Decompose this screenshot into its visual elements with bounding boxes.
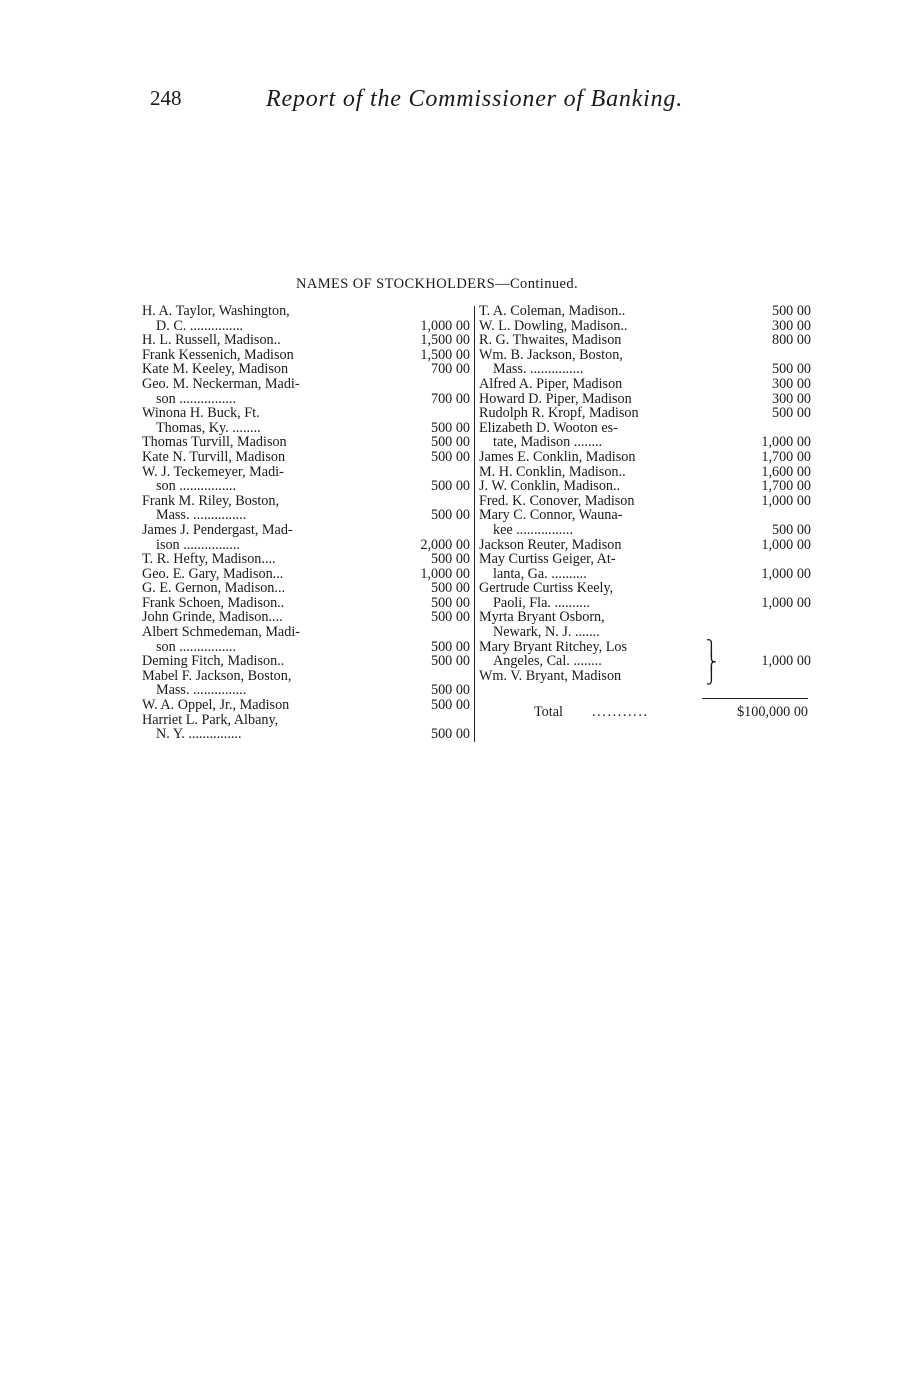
section-title: NAMES OF STOCKHOLDERS—Continued. xyxy=(296,276,579,292)
stockholder-name: Fred. K. Conover, Madison xyxy=(479,492,635,509)
stockholder-entry xyxy=(479,538,817,553)
stockholder-entry xyxy=(479,319,817,334)
stockholder-name: R. G. Thwaites, Madison xyxy=(479,332,622,349)
stockholder-name: Kate M. Keeley, Madison xyxy=(142,361,289,378)
running-title: Report of the Commissioner of Banking. xyxy=(266,86,684,112)
stockholder-entry xyxy=(479,348,817,377)
total-rule xyxy=(702,698,808,699)
stockholder-name: Frank M. Riley, Boston, xyxy=(142,492,280,509)
stockholder-entry xyxy=(479,304,817,319)
share-amount: 500 00 xyxy=(771,405,811,422)
share-amount: 1,600 00 xyxy=(761,463,811,480)
stockholder-name: Howard D. Piper, Madison xyxy=(479,390,632,407)
stockholder-name-continued: kee ................ xyxy=(493,521,573,538)
share-amount: 1,500 00 xyxy=(420,332,470,349)
stockholder-entry xyxy=(479,479,817,494)
share-amount: 1,000 00 xyxy=(761,492,811,509)
share-amount: 1,000 00 xyxy=(761,594,811,611)
stockholder-name: Harriet L. Park, Albany, xyxy=(142,711,279,728)
stockholder-entry xyxy=(142,698,472,713)
stockholder-name-continued: lanta, Ga. .......... xyxy=(493,565,587,582)
stockholder-name: Albert Schmedeman, Madi- xyxy=(142,624,300,641)
stockholder-entry xyxy=(479,581,817,610)
share-amount: 800 00 xyxy=(771,332,811,349)
stockholder-name: Deming Fitch, Madison.. xyxy=(142,653,285,670)
stockholder-name: Mabel F. Jackson, Boston, xyxy=(142,667,292,684)
stockholder-name-continued: son ................ xyxy=(156,638,237,655)
share-amount: 500 00 xyxy=(430,682,470,699)
stockholder-name-continued: ison ................ xyxy=(156,536,240,553)
stockholder-entry xyxy=(142,596,472,611)
stockholder-name-continued: Mass. ............... xyxy=(493,361,584,378)
share-amount: 500 00 xyxy=(430,594,470,611)
stockholder-name: Angeles, Cal. ........ xyxy=(493,653,602,670)
running-head xyxy=(150,86,710,116)
stockholder-name-continued: Paoli, Fla. .......... xyxy=(493,594,590,611)
stockholder-name: Mary Bryant Ritchey, Los xyxy=(479,638,628,655)
stockholder-name: Geo. E. Gary, Madison... xyxy=(142,565,284,582)
share-amount: 1,000 00 xyxy=(420,317,470,334)
stockholder-name: Elizabeth D. Wooton es- xyxy=(479,419,618,436)
share-amount: 1,000 00 xyxy=(761,652,811,669)
share-amount: 1,000 00 xyxy=(420,565,470,582)
stockholder-name: Wm. B. Jackson, Boston, xyxy=(479,346,623,363)
stockholder-name: Winona H. Buck, Ft. xyxy=(142,405,260,422)
stockholder-name-continued: tate, Madison ........ xyxy=(493,434,603,451)
stockholder-entry xyxy=(142,713,472,742)
share-amount: 500 00 xyxy=(771,303,811,319)
share-amount: 500 00 xyxy=(771,521,811,538)
share-amount: 1,700 00 xyxy=(761,448,811,465)
stockholder-name: James J. Pendergast, Mad- xyxy=(142,521,293,538)
stockholder-entry xyxy=(142,669,472,698)
share-amount: 1,000 00 xyxy=(761,565,811,582)
stockholder-name: Frank Schoen, Madison.. xyxy=(142,594,285,611)
share-amount: 500 00 xyxy=(430,507,470,524)
stockholder-name-continued: Thomas, Ky. ........ xyxy=(156,419,261,436)
stockholder-name-continued: Mass. ............... xyxy=(156,682,247,699)
stockholder-name: John Grinde, Madison.... xyxy=(142,609,283,626)
share-amount: 500 00 xyxy=(430,726,470,743)
stockholder-name: Jackson Reuter, Madison xyxy=(479,536,622,553)
stockholder-entry xyxy=(479,333,817,348)
stockholder-name: Myrta Bryant Osborn, xyxy=(479,609,605,626)
stockholder-name: Mary C. Connor, Wauna- xyxy=(479,507,623,524)
stockholder-name: James E. Conklin, Madison xyxy=(479,448,636,465)
share-amount: 500 00 xyxy=(430,697,470,714)
share-amount: 300 00 xyxy=(771,317,811,334)
share-amount: 500 00 xyxy=(771,361,811,378)
total-dots: ........... xyxy=(592,704,649,720)
stockholder-entry xyxy=(479,406,817,421)
share-amount: 2,000 00 xyxy=(420,536,470,553)
share-amount: 500 00 xyxy=(430,551,470,568)
share-amount: 500 00 xyxy=(430,638,470,655)
share-amount: 500 00 xyxy=(430,448,470,465)
stockholder-entry xyxy=(479,508,817,537)
stockholder-entry xyxy=(479,610,817,639)
share-amount: 1,000 00 xyxy=(761,434,811,451)
share-amount: 300 00 xyxy=(771,375,811,392)
stockholder-name: May Curtiss Geiger, At- xyxy=(479,551,616,568)
stockholder-entry xyxy=(479,465,817,480)
stockholder-name-continued: Mass. ............... xyxy=(156,507,247,524)
stockholder-name-continued: Newark, N. J. ....... xyxy=(493,624,600,641)
stockholder-name: Rudolph R. Kropf, Madison xyxy=(479,405,639,422)
stockholder-entry xyxy=(479,494,817,509)
total-amount: $100,000 00 xyxy=(737,704,808,720)
stockholder-entry xyxy=(142,435,472,450)
total-row xyxy=(534,704,808,719)
stockholder-entry xyxy=(142,625,472,654)
share-amount: 500 00 xyxy=(430,609,470,626)
share-amount: 500 00 xyxy=(430,419,470,436)
total-label: Total xyxy=(534,704,563,720)
stockholder-entry xyxy=(142,567,472,582)
stockholder-name: Geo. M. Neckerman, Madi- xyxy=(142,375,300,392)
stockholder-entry xyxy=(142,406,472,435)
stockholder-name-continued: son ................ xyxy=(156,478,237,495)
stockholder-entry xyxy=(142,304,472,333)
share-amount: 700 00 xyxy=(430,390,470,407)
stockholder-name: H. L. Russell, Madison.. xyxy=(142,332,281,349)
stockholder-name: Kate N. Turvill, Madison xyxy=(142,448,286,465)
stockholder-entry xyxy=(479,450,817,465)
stockholder-name: W. L. Dowling, Madison.. xyxy=(479,317,628,334)
stockholder-name: Thomas Turvill, Madison xyxy=(142,434,287,451)
stockholder-entry xyxy=(142,362,472,377)
stockholder-entry xyxy=(142,552,472,567)
stockholder-entry xyxy=(142,333,472,348)
stockholder-entry xyxy=(142,465,472,494)
stockholder-name: Frank Kessenich, Madison xyxy=(142,346,294,363)
stockholder-name: Gertrude Curtiss Keely, xyxy=(479,580,614,597)
stockholder-name: T. R. Hefty, Madison.... xyxy=(142,551,276,568)
stockholder-entry xyxy=(479,377,817,392)
left-column xyxy=(142,304,472,742)
stockholder-name: J. W. Conklin, Madison.. xyxy=(479,478,621,495)
stockholder-entry xyxy=(142,377,472,406)
stockholder-entry xyxy=(142,494,472,523)
stockholder-name: Alfred A. Piper, Madison xyxy=(479,375,623,392)
share-amount: 1,500 00 xyxy=(420,346,470,363)
stockholder-name: W. A. Oppel, Jr., Madison xyxy=(142,697,290,714)
stockholder-name: T. A. Coleman, Madison.. xyxy=(479,303,626,319)
share-amount: 500 00 xyxy=(430,653,470,670)
share-amount: 500 00 xyxy=(430,478,470,495)
page-number: 248 xyxy=(150,86,182,110)
share-amount: 1,700 00 xyxy=(761,478,811,495)
stockholder-entry xyxy=(142,581,472,596)
stockholder-entry xyxy=(479,392,817,407)
stockholder-entry xyxy=(142,610,472,625)
stockholder-name: M. H. Conklin, Madison.. xyxy=(479,463,626,480)
stockholder-entry xyxy=(479,421,817,450)
right-column xyxy=(479,304,817,683)
share-amount: 500 00 xyxy=(430,434,470,451)
stockholder-name-continued: D. C. ............... xyxy=(156,317,244,334)
stockholder-entry xyxy=(142,523,472,552)
stockholder-name-continued: son ................ xyxy=(156,390,237,407)
stockholder-name: H. A. Taylor, Washington, xyxy=(142,303,290,319)
stockholder-entry xyxy=(142,348,472,363)
stockholder-entry xyxy=(142,450,472,465)
stockholder-name: Wm. V. Bryant, Madison xyxy=(479,667,622,684)
share-amount: 1,000 00 xyxy=(761,536,811,553)
share-amount: 300 00 xyxy=(771,390,811,407)
brace-icon: ⎫ ⎬ ⎭ xyxy=(705,640,717,685)
column-divider xyxy=(474,306,475,742)
stockholder-name: G. E. Gernon, Madison... xyxy=(142,580,286,597)
stockholder-entry xyxy=(142,654,472,669)
stockholder-name: W. J. Teckemeyer, Madi- xyxy=(142,463,284,480)
stockholder-name-continued: N. Y. ............... xyxy=(156,726,242,743)
stockholder-entry xyxy=(479,552,817,581)
grouped-stockholder-entry xyxy=(479,640,817,684)
share-amount: 500 00 xyxy=(430,580,470,597)
share-amount: 700 00 xyxy=(430,361,470,378)
